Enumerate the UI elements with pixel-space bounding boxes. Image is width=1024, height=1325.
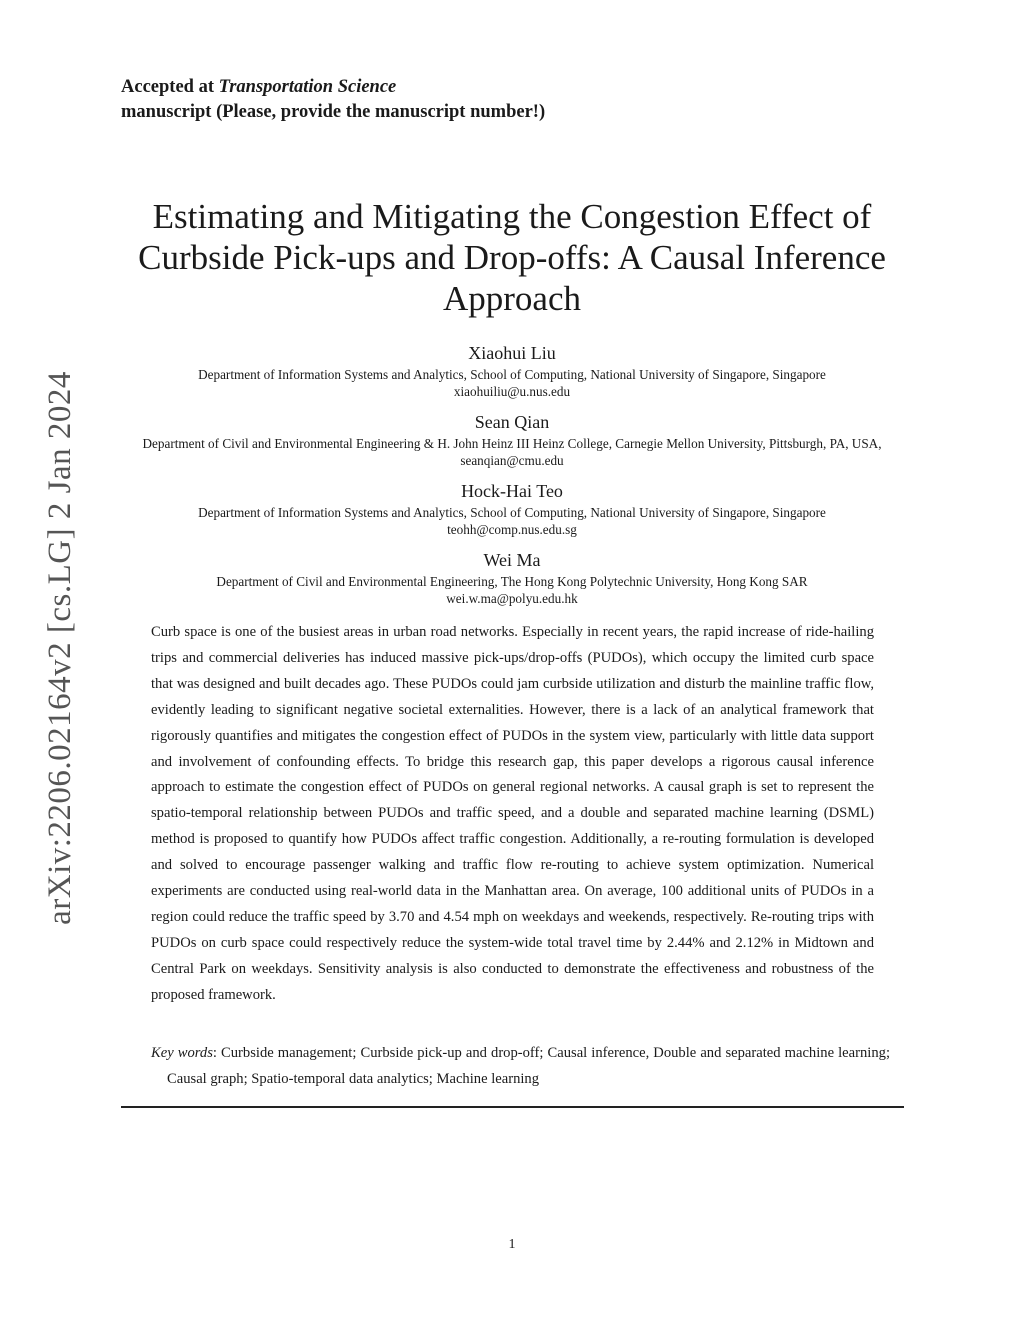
author-name: Hock-Hai Teo [461, 481, 563, 501]
author-email: xiaohuiliu@u.nus.edu [453, 384, 571, 399]
author-block [110, 340, 914, 400]
author-affiliation: Department of Information Systems and Analytics, School of Computing, National University of Singapore, Singapore [198, 367, 826, 382]
keywords [151, 1041, 890, 1092]
keywords-text: Curbside management; Curbside pick-up and drop-off; Causal inference, Double and separated machine learning; Causal graph; Spatio-temporal data analytics; Machine learning [167, 1045, 890, 1087]
journal-name: Transportation Science [218, 77, 397, 97]
author-affiliation: Department of Civil and Environmental Engineering & H. John Heinz III Heinz College, Carnegie Mellon University, Pittsburgh, PA, USA, seanqian@cmu.edu [142, 436, 882, 468]
abstract-text: Curb space is one of the busiest areas in urban road networks. Especially in recent years, the rapid increase of ride-hailing trips and commercial deliveries has induced massive pick-ups/drop-offs (PUDOs), which occupy the limited curb space that was designed and built decades ago. These PUDOs could jam curbside utilization and disturb the mainline traffic flow, evidently leading to significant negative societal externalities. However, there is a lack of an analytical framework that rigorously quantifies and mitigates the congestion effect of PUDOs in the system view, particularly with little data support and involvement of confounding effects. To bridge this research gap, this paper develops a rigorous causal inference approach to estimate the congestion effect of PUDOs on general regional networks. A causal graph is set to represent the spatio-temporal relationship between PUDOs and traffic speed, and a double and separated machine learning (DSML) method is proposed to quantify how PUDOs affect traffic congestion. Additionally, a re-routing formulation is developed and solved to encourage passenger walking and traffic flow re-routing to achieve system optimization. Numerical experiments are conducted using real-world data in the Manhattan area. On average, 100 additional units of PUDOs in a region could reduce the traffic speed by 3.70 and 4.54 mph on weekdays and weekends, respectively. Re-routing trips with PUDOs on curb space could respectively reduce the system-wide total travel time by 2.44% and 2.12% in Midtown and Central Park on weekdays. Sensitivity analysis is also conducted to demonstrate the effectiveness and robustness of the proposed framework. [151, 624, 874, 1003]
author-email: teohh@comp.nus.edu.sg [447, 522, 577, 537]
author-affiliation: Department of Civil and Environmental Engineering, The Hong Kong Polytechnic University, Hong Kong SAR [216, 574, 808, 589]
author-name: Sean Qian [474, 412, 550, 432]
author-block [110, 409, 914, 469]
author-block [110, 547, 914, 607]
paper-title: Estimating and Mitigating the Congestion Effect of Curbside Pick-ups and Drop-offs: A Causal Inference Approach [138, 197, 886, 318]
accepted-prefix: Accepted at [121, 77, 219, 97]
author-block [110, 478, 914, 538]
author-name: Wei Ma [483, 550, 541, 570]
journal-header [121, 75, 545, 125]
keywords-label: Key words [151, 1045, 213, 1061]
author-list [110, 340, 914, 616]
author-affiliation: Department of Information Systems and Analytics, School of Computing, National University of Singapore, Singapore [198, 505, 826, 520]
keywords-separator: : [212, 1045, 222, 1061]
section-divider [121, 1106, 904, 1108]
arxiv-identifier-stamp: arXiv:2206.02164v2 [cs.LG] 2 Jan 2024 [42, 371, 78, 925]
page-number: 1 [508, 1237, 516, 1252]
author-email: wei.w.ma@polyu.edu.hk [446, 591, 578, 606]
author-name: Xiaohui Liu [468, 343, 556, 363]
accepted-line [121, 75, 545, 100]
manuscript-note: manuscript (Please, provide the manuscript number!) [121, 102, 546, 122]
